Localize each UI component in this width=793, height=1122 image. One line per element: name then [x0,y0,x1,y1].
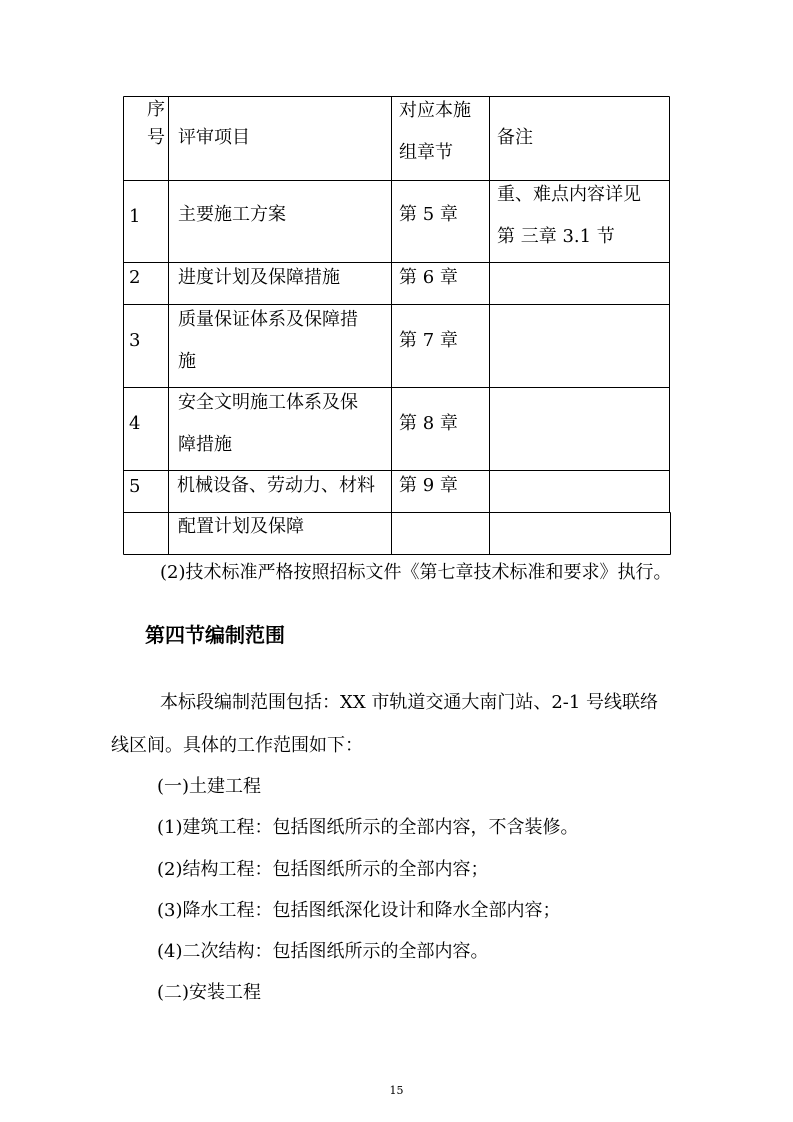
row2-chapter [393,257,489,299]
scope-intro-line2: 线区间。具体的工作范围如下： [111,735,363,756]
header-item-text: 评审项目 [178,127,250,148]
row2-item [172,257,391,299]
civil-item-2: (2)结构工程：包括图纸所示的全部内容； [157,859,489,880]
row1-index-text: 1 [129,206,141,227]
row4-item-line2: 障措施 [178,434,232,455]
scope-intro-line1: 本标段编制范围包括：XX 市轨道交通大南门站、2-1 号线联络 [160,692,659,713]
row1-chapter [393,194,489,236]
row1-note-line2: 第 三章 3.1 节 [497,226,615,247]
row5-index [123,466,168,508]
row4-chapter [393,403,489,445]
row2-index-text: 2 [129,267,141,288]
row5-item [172,465,394,507]
row4-index [123,403,168,445]
row3-chapter-text: 第 7 章 [399,330,458,351]
section-heading: 第四节编制范围 [145,623,285,647]
row1-chapter-text: 第 5 章 [399,204,458,225]
row6-item [172,506,391,548]
row3-index [123,320,168,362]
header-index [141,96,167,180]
header-item [172,117,387,159]
row4-item [172,382,391,466]
row1-item [172,194,391,236]
row4-index-text: 4 [129,413,141,434]
header-note-text: 备注 [497,127,533,148]
civil-item-1: (1)建筑工程：包括图纸所示的全部内容，不含装修。 [157,817,579,838]
row3-chapter [393,320,489,362]
row3-item [172,299,391,383]
row1-note [491,174,669,258]
tech-standard-paragraph: (2)技术标准严格按照招标文件《第七章技术标准和要求》执行。 [160,562,672,583]
row2-index [123,257,168,299]
header-note [491,117,667,159]
row5-chapter [393,465,489,507]
row3-index-text: 3 [129,330,141,351]
row1-item-text: 主要施工方案 [178,204,286,225]
row1-index [123,196,168,238]
row4-chapter-text: 第 8 章 [399,413,458,434]
row4-item-line1: 安全文明施工体系及保 [178,392,358,413]
row6-item-text: 配置计划及保障 [178,516,304,537]
row2-chapter-text: 第 6 章 [399,267,458,288]
header-index-text: 序号 [147,99,165,148]
row2-item-text: 进度计划及保障措施 [178,267,340,288]
header-chapter-line1: 对应本施 [399,100,471,121]
row3-item-line1: 质量保证体系及保障措 [178,309,358,330]
header-chapter [393,90,489,174]
row5-chapter-text: 第 9 章 [399,475,458,496]
civil-item-4: (4)二次结构：包括图纸所示的全部内容。 [157,941,489,962]
civil-heading: (一)土建工程 [157,776,262,797]
row3-item-line2: 施 [178,351,196,372]
row5-index-text: 5 [129,476,141,497]
install-heading: (二)安装工程 [157,982,262,1003]
civil-item-3: (3)降水工程：包括图纸深化设计和降水全部内容； [157,900,561,921]
row5-item-text: 机械设备、劳动力、材料 [177,475,375,496]
header-chapter-line2: 组章节 [399,142,453,163]
row1-note-line1: 重、难点内容详见 [497,184,641,205]
page-number: 15 [389,1084,404,1097]
